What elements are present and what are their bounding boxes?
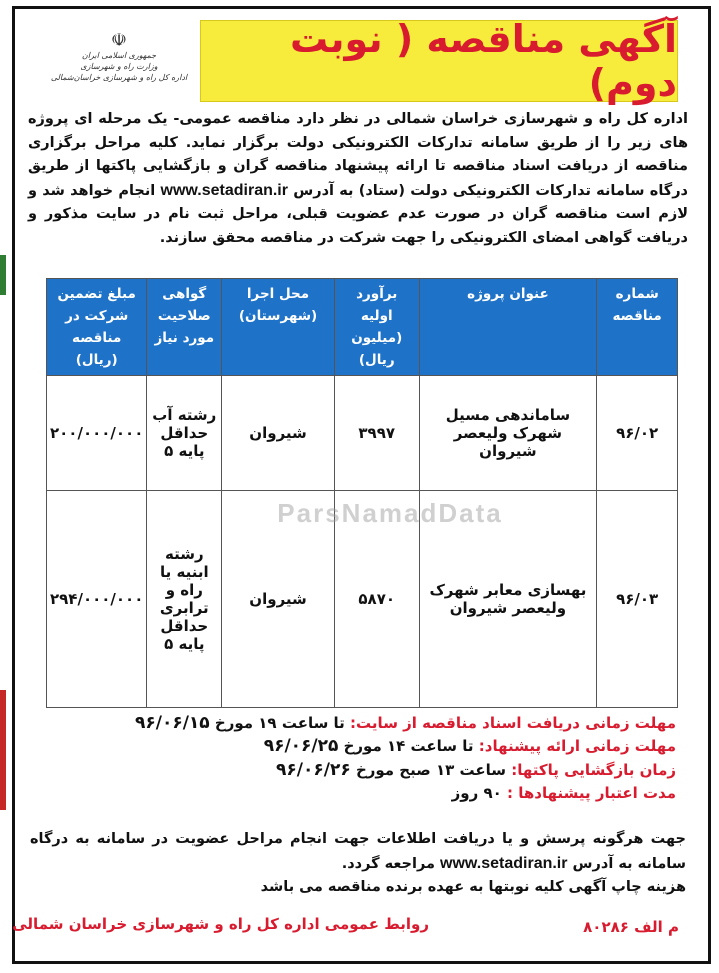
deadline-date: ۹۶/۰۶/۱۵ xyxy=(135,713,210,733)
iran-emblem-icon: ☫ xyxy=(110,30,128,51)
estimate: ۵۸۷۰ xyxy=(334,491,419,708)
deadline-submission xyxy=(36,735,676,758)
location: شیروان xyxy=(222,491,335,708)
project-title: بهسازی معابر شهرک ولیعصر شیروان xyxy=(419,491,597,708)
ad-title: آگهی مناقصه ( نوبت دوم) xyxy=(290,17,677,105)
table-row xyxy=(47,376,678,491)
deadline-value: ۹۰ روز xyxy=(451,783,507,802)
deadline-label: مدت اعتبار پیشنهادها : xyxy=(507,783,676,802)
contact-text-2: مراجعه گردد. xyxy=(341,855,441,872)
public-relations: روابط عمومی اداره کل راه و شهرسازی خراسان شمالی xyxy=(12,915,429,933)
title-box xyxy=(200,17,678,105)
ministry-emblem xyxy=(44,32,194,83)
table-header-row xyxy=(47,279,678,376)
emblem-line-2: وزارت راه و شهرسازی xyxy=(80,62,158,71)
deadline-validity xyxy=(36,782,676,805)
left-edge-green-mark xyxy=(0,255,6,295)
left-edge-red-mark xyxy=(0,690,6,810)
header-project-title: عنوان پروژه xyxy=(419,279,597,376)
intro-text-2: انجام خواهد شد و لازم است مناقصه گران در صورت عدم عضویت قبلی، مراحل ثبت نام در سایت مذکور و دریافت گواهی امضای الکترونیکی را جهت شرکت در مناقصه محقق سازند. xyxy=(28,182,688,246)
ad-header xyxy=(14,8,677,105)
guarantee-amount: ۲۰۰/۰۰۰/۰۰۰ xyxy=(47,376,147,491)
tender-number: ۹۶/۰۳ xyxy=(597,491,678,708)
deadline-value: ساعت ۱۳ صبح مورخ xyxy=(350,760,512,779)
cost-note: هزینه چاپ آگهی کلیه نوبتها به عهده برنده مناقصه می باشد xyxy=(260,879,686,895)
header-estimate: برآورد اولیه (میلیون ریال) xyxy=(334,279,419,376)
tender-table xyxy=(46,278,678,708)
emblem-line-1: جمهوری اسلامی ایران xyxy=(81,51,157,60)
deadlines xyxy=(36,712,676,805)
deadline-date: ۹۶/۰۶/۲۶ xyxy=(276,759,351,780)
qualification: رشته آب حداقل پایه ۵ xyxy=(147,376,222,491)
location: شیروان xyxy=(222,376,335,491)
qualification: رشته ابنیه یا راه و ترابری حداقل پایه ۵ xyxy=(147,491,222,708)
project-title: ساماندهی مسیل شهرک ولیعصر شیروان xyxy=(419,376,597,491)
setad-link[interactable]: www.setadiran.ir xyxy=(160,181,288,199)
emblem-line-3: اداره کل راه و شهرسازی خراسان‌شمالی xyxy=(50,73,188,82)
tender-number: ۹۶/۰۲ xyxy=(597,376,678,491)
organization-name: اداره کل راه و شهرسازی خراسان شمالی xyxy=(386,111,688,127)
guarantee-amount: ۲۹۴/۰۰۰/۰۰۰ xyxy=(47,491,147,708)
deadline-docs xyxy=(36,712,676,735)
ad-code: م الف ۸۰۲۸۶ xyxy=(583,918,679,936)
header-location: محل اجرا (شهرستان) xyxy=(222,279,335,376)
intro-paragraph xyxy=(28,108,688,251)
left-edge xyxy=(0,0,6,973)
deadline-label: زمان بازگشایی پاکتها: xyxy=(511,760,676,779)
header-guarantee: مبلغ تضمین شرکت در مناقصه (ریال) xyxy=(47,279,147,376)
deadline-label: مهلت زمانی دریافت اسناد مناقصه از سایت: xyxy=(350,714,676,732)
header-tender-number: شماره مناقصه xyxy=(597,279,678,376)
contact-text-1: جهت هرگونه پرسش و یا دریافت اطلاعات جهت انجام مراحل عضویت در سامانه به درگاه سامانه به آدرس xyxy=(30,831,686,872)
watermark: ParsNamadData xyxy=(277,498,503,528)
deadline-date: ۹۶/۰۶/۲۵ xyxy=(263,736,339,757)
deadline-value: تا ساعت ۱۴ مورخ xyxy=(338,737,479,756)
intro-text-1: در نظر دارد مناقصه عمومی- یک مرحله ای پروژه های زیر را از طریق سامانه تدارکات الکترونیکی دولت برگزار نماید. کلیه مراحل برگزاری مناقصه از دریافت اسناد مناقصه تا ارائه پیشنهاد مناقصه گران و بازگشایی پاکتها از طریق درگاه سامانه تدارکات الکترونیکی دولت (ستاد) به آدرس xyxy=(28,111,688,199)
deadline-value: تا ساعت ۱۹ مورخ xyxy=(209,714,351,732)
deadline-opening xyxy=(36,759,676,782)
header-qualification: گواهی صلاحیت مورد نیاز xyxy=(147,279,222,376)
estimate: ۳۹۹۷ xyxy=(334,376,419,491)
contact-paragraph xyxy=(30,828,686,900)
deadline-label: مهلت زمانی ارائه پیشنهاد: xyxy=(478,737,676,756)
setad-link-2[interactable]: www.setadiran.ir xyxy=(440,854,568,872)
